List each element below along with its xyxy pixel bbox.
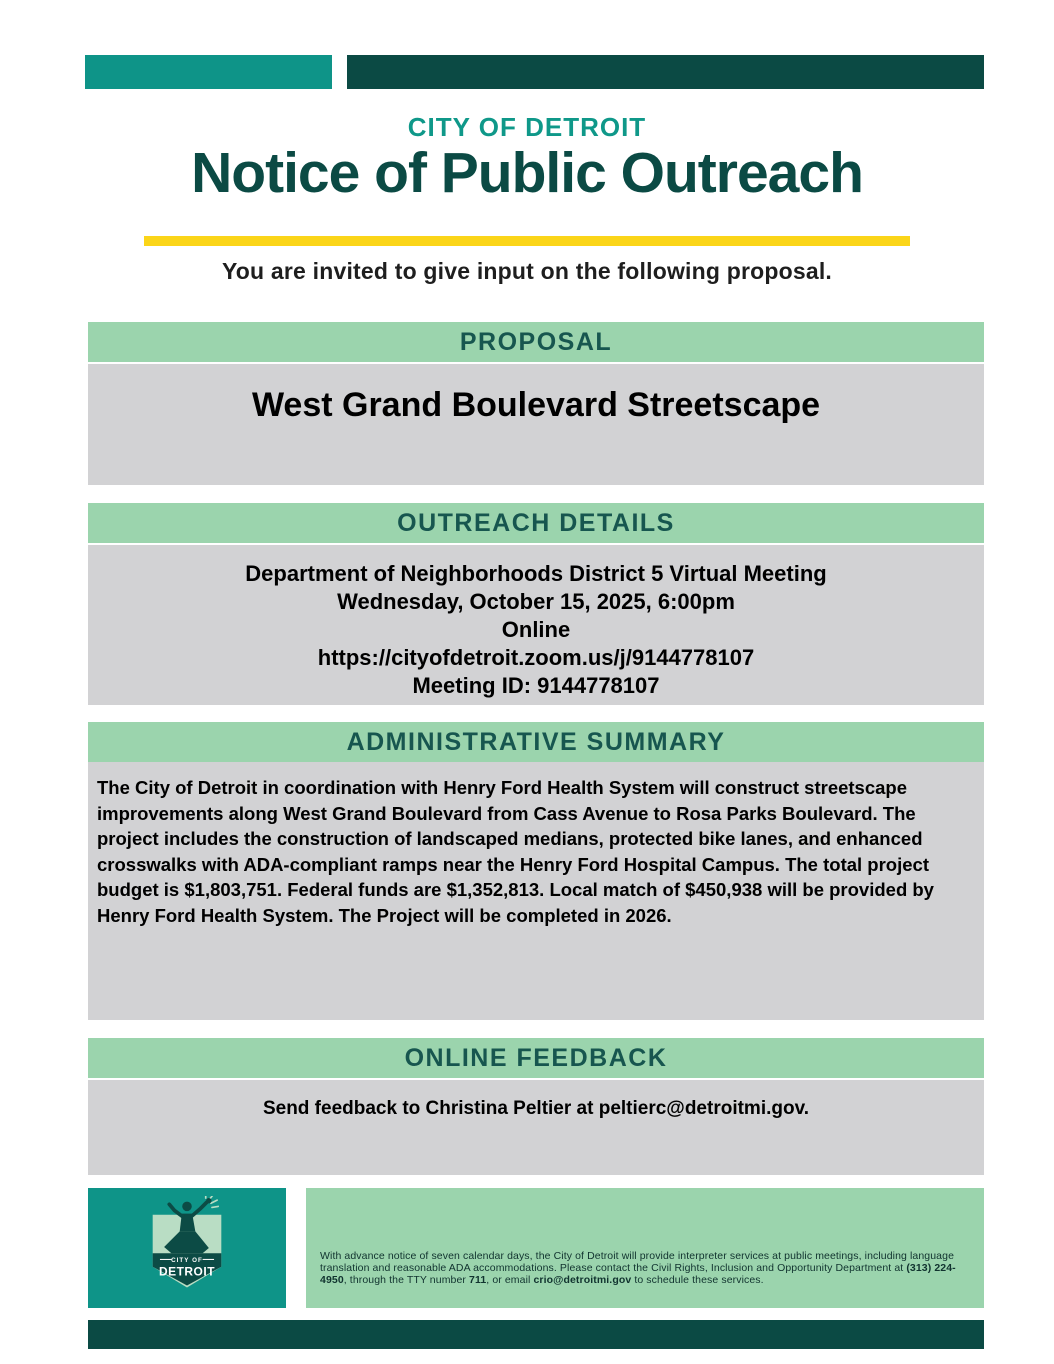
- top-left-accent-bar: [85, 55, 332, 89]
- logo-detroit-label: DETROIT: [158, 1264, 216, 1279]
- summary-section-header: ADMINISTRATIVE SUMMARY: [88, 722, 984, 762]
- summary-section-body: [88, 762, 984, 1020]
- tty-number: 711: [469, 1274, 487, 1286]
- accessibility-part3: , or email: [486, 1274, 534, 1286]
- crio-email: crio@detroitmi.gov: [533, 1274, 632, 1286]
- accessibility-notice-box: [306, 1188, 984, 1308]
- outreach-meeting-location: Online: [501, 617, 571, 642]
- city-logo-box: [88, 1188, 286, 1308]
- accessibility-part2: , through the TTY number: [343, 1274, 470, 1286]
- accessibility-notice-text: [320, 1250, 956, 1286]
- civil-rights-phone: (313) 224-4950: [320, 1262, 956, 1286]
- feedback-instruction: Send feedback to Christina Peltier at peltierc@detroitmi.gov.: [262, 1098, 810, 1119]
- zoom-meeting-link[interactable]: https://cityofdetroit.zoom.us/j/9144778107: [317, 645, 755, 670]
- proposal-title: West Grand Boulevard Streetscape: [251, 386, 821, 424]
- invitation-text: You are invited to give input on the following proposal.: [221, 258, 833, 284]
- summary-paragraph: The City of Detroit in coordination with Henry Ford Health System will construct streetscape improvements along West Grand Boulevard from Cass Avenue to Rosa Parks Boulevard. The project includes the construction of landscaped medians, protected bike lanes, and enhanced crosswalks with ADA-compliant ramps near the Henry Ford Hospital Campus. The total project budget is $1,803,751. Federal funds are $1,352,813. Local match of $450,938 will be provided by Henry Ford Health System. The Project will be completed in 2026.: [97, 777, 934, 926]
- outreach-section-body: [88, 545, 984, 705]
- outreach-section-header: OUTREACH DETAILS: [88, 503, 984, 543]
- feedback-section-body: [88, 1080, 984, 1175]
- outreach-meeting-name: Department of Neighborhoods District 5 Virtual Meeting: [245, 561, 827, 586]
- spirit-of-detroit-logo: [137, 1196, 237, 1300]
- proposal-section-header: PROPOSAL: [88, 322, 984, 362]
- bottom-accent-bar: [88, 1320, 984, 1349]
- yellow-divider: [144, 236, 910, 246]
- outreach-meeting-id: Meeting ID: 9144778107: [412, 673, 660, 698]
- logo-city-of-label: CITY OF: [171, 1257, 203, 1265]
- feedback-section-header: ONLINE FEEDBACK: [88, 1038, 984, 1078]
- outreach-meeting-datetime: Wednesday, October 15, 2025, 6:00pm: [337, 589, 735, 614]
- city-of-detroit-kicker: CITY OF DETROIT: [407, 112, 647, 142]
- page-title: Notice of Public Outreach: [191, 141, 863, 205]
- accessibility-part1: With advance notice of seven calendar days, the City of Detroit will provide interpreter services at public meetings, including language translation and reasonable ADA accommodations. Please contact the Civil Rights, Inclusion and Opportunity Department at: [320, 1250, 955, 1274]
- proposal-section-body: [88, 364, 984, 485]
- accessibility-part4: to schedule these services.: [631, 1274, 764, 1286]
- top-right-accent-bar: [347, 55, 984, 89]
